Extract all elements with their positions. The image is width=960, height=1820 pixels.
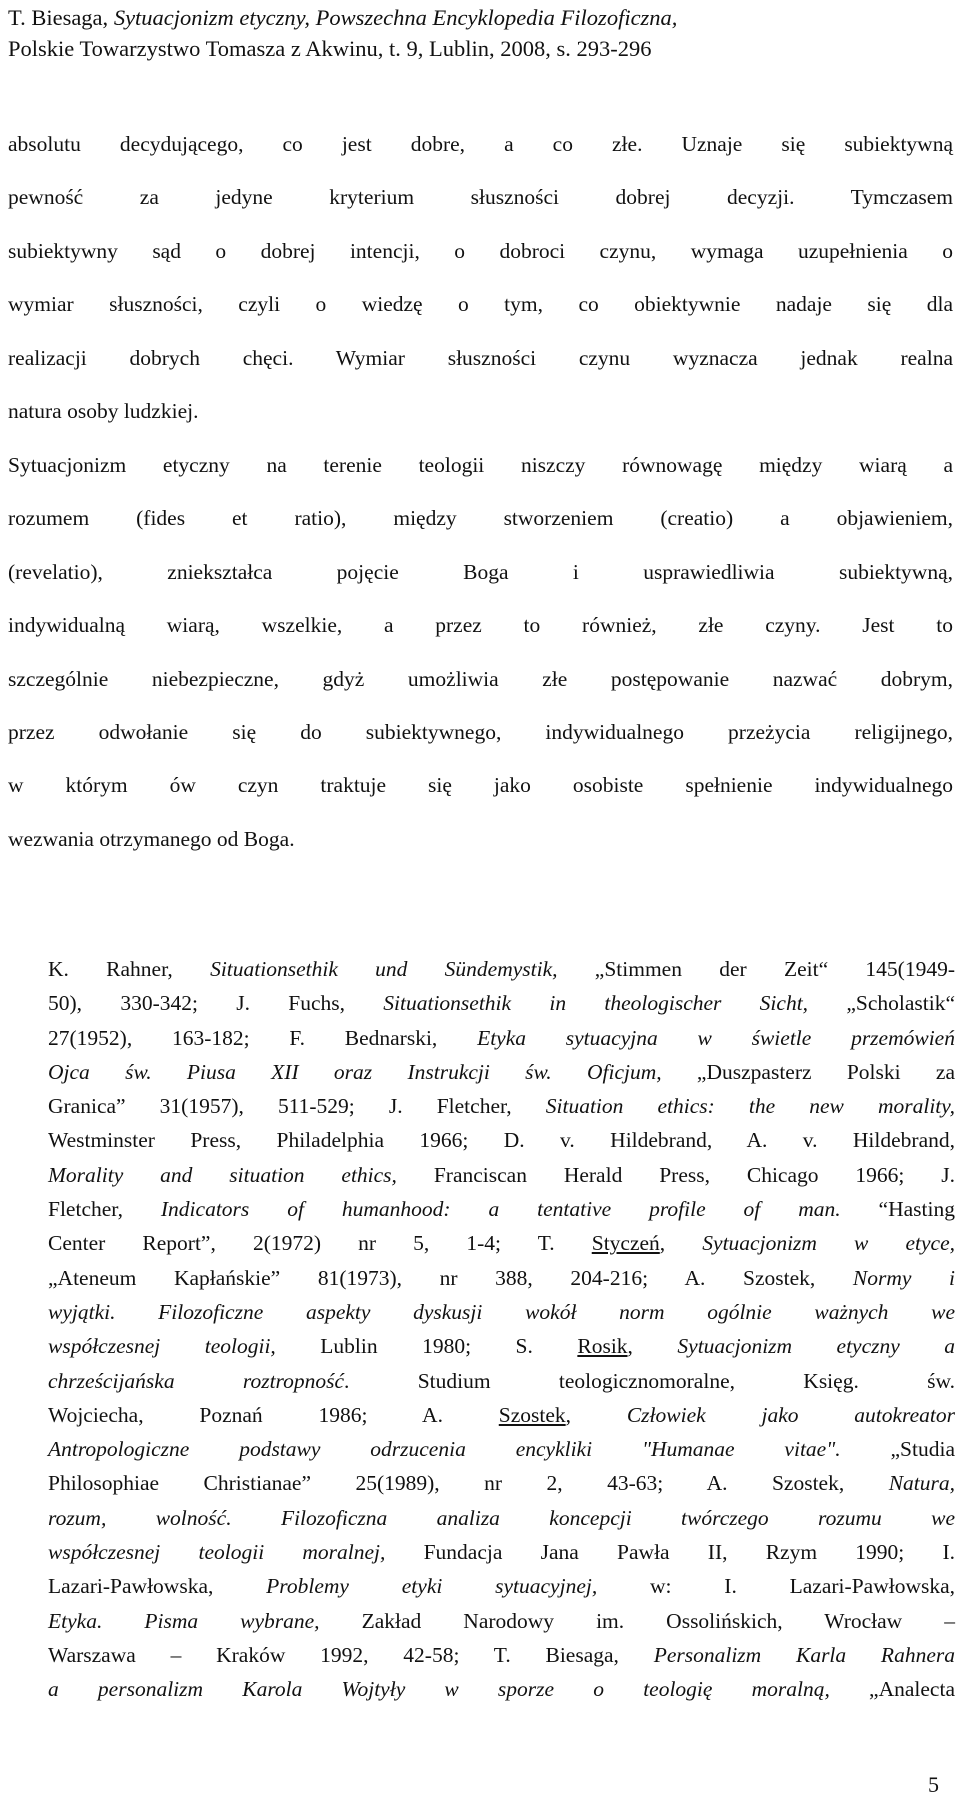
text-line: absolutu decydującego, co jest dobre, a co złe. Uznaje się subiektywną: [8, 132, 953, 156]
bibliography-line: K. Rahner, Situationsethik und Sündemystik, „Stimmen der Zeit“ 145(1949-: [48, 957, 955, 981]
paragraph-2: [8, 439, 953, 866]
bibliography-line: Antropologiczne podstawy odrzucenia encykliki "Humanae vitae". „Studia: [48, 1437, 955, 1462]
text-line: indywidualną wiarą, wszelkie, a przez to również, złe czyny. Jest to: [8, 613, 953, 638]
header-encyclopedia-title: Sytuacjonizm etyczny, Powszechna Encyklopedia Filozoficzna,: [113, 5, 678, 30]
text-line: wymiar słuszności, czyli o wiedzę o tym, co obiektywnie nadaje się dla: [8, 292, 953, 317]
bibliography-line: współczesnej teologii moralnej, Fundacja Jana Pawła II, Rzym 1990; I.: [48, 1540, 955, 1565]
bibliography-line: wyjątki. Filozoficzne aspekty dyskusji wokół norm ogólnie ważnych we: [48, 1299, 955, 1324]
text-line: wezwania otrzymanego od Boga.: [8, 826, 295, 851]
text-line: Sytuacjonizm etyczny na terenie teologii niszczy równowagę między wiarą a: [8, 453, 953, 477]
page-number: 5: [928, 1772, 939, 1797]
bibliography-line: Morality and situation ethics, Franciscan Herald Press, Chicago 1966; J.: [48, 1162, 955, 1187]
bibliography-line: Wojciecha, Poznań 1986; A. Szostek, Człowiek jako autokreator: [48, 1402, 956, 1427]
header-line-1: T. Biesaga, Sytuacjonizm etyczny, Powszechna Encyklopedia Filozoficzna,: [8, 5, 678, 30]
bibliography-line: 27(1952), 163-182; F. Bednarski, Etyka sytuacyjna w świetle przemówień: [48, 1025, 955, 1050]
bibliography-line: Center Report”, 2(1972) nr 5, 1-4; T. Styczeń, Sytuacjonizm w etyce,: [48, 1231, 955, 1256]
header-line-2: Polskie Towarzystwo Tomasza z Akwinu, t. 9, Lublin, 2008, s. 293-296: [8, 36, 652, 61]
text-line: natura osoby ludzkiej.: [8, 399, 199, 424]
text-line: w którym ów czyn traktuje się jako osobiste spełnienie indywidualnego: [8, 773, 953, 798]
bibliography-line: Etyka. Pisma wybrane, Zakład Narodowy im. Ossolińskich, Wrocław –: [48, 1608, 955, 1633]
bibliography-line: Granica” 31(1957), 511-529; J. Fletcher, Situation ethics: the new morality,: [48, 1094, 955, 1119]
bibliography-line: Warszawa – Kraków 1992, 42-58; T. Biesaga, Personalizm Karla Rahnera: [48, 1642, 955, 1667]
bibliography-line: Westminster Press, Philadelphia 1966; D. v. Hildebrand, A. v. Hildebrand,: [48, 1128, 955, 1153]
bibliography-line: 50), 330-342; J. Fuchs, Situationsethik in theologischer Sicht, „Scholastik“: [48, 991, 955, 1016]
author-link-stzczen[interactable]: Styczeń: [591, 1231, 660, 1256]
bibliography-line: Fletcher, Indicators of humanhood: a tentative profile of man. “Hasting: [48, 1197, 955, 1222]
bibliography-line: Lazari-Pawłowska, Problemy etyki sytuacyjnej, w: I. Lazari-Pawłowska,: [48, 1574, 956, 1599]
text-line: realizacji dobrych chęci. Wymiar słuszności czynu wyznacza jednak realna: [8, 345, 953, 370]
author-link-rosik[interactable]: Rosik: [577, 1334, 628, 1359]
author-link-szostek[interactable]: Szostek: [498, 1402, 566, 1427]
text-line: szczególnie niebezpieczne, gdyż umożliwia złe postępowanie nazwać dobrym,: [8, 666, 953, 691]
bibliography-line: współczesnej teologii, Lublin 1980; S. Rosik, Sytuacjonizm etyczny a: [48, 1334, 956, 1359]
text-line: pewność za jedyne kryterium słuszności dobrej decyzji. Tymczasem: [8, 185, 953, 210]
bibliography-line: „Ateneum Kapłańskie” 81(1973), nr 388, 204-216; A. Szostek, Normy i: [48, 1265, 956, 1290]
text-line: rozumem (fides et ratio), między stworzeniem (creatio) a objawieniem,: [8, 506, 953, 531]
text-line: subiektywny sąd o dobrej intencji, o dobroci czynu, wymaga uzupełnienia o: [8, 238, 953, 263]
bibliography-line: rozum, wolność. Filozoficzna analiza koncepcji twórczego rozumu we: [48, 1505, 955, 1530]
page-header: [8, 2, 948, 64]
bibliography-line: Philosophiae Christianae” 25(1989), nr 2, 43-63; A. Szostek, Natura,: [48, 1471, 955, 1496]
bibliography-line: a personalizm Karola Wojtyły w sporze o teologię moralną, „Analecta: [48, 1677, 955, 1702]
bibliography-line: chrześcijańska roztropność. Studium teologicznomoralne, Księg. św.: [48, 1368, 955, 1393]
text-line: przez odwołanie się do subiektywnego, indywidualnego przeżycia religijnego,: [8, 720, 953, 745]
bibliography: [48, 952, 955, 1707]
text-line: (revelatio), zniekształca pojęcie Boga i usprawiedliwia subiektywną,: [8, 559, 953, 584]
paragraph-1: [8, 118, 953, 438]
bibliography-line: Ojca św. Piusa XII oraz Instrukcji św. Oficjum, „Duszpasterz Polski za: [48, 1059, 956, 1084]
